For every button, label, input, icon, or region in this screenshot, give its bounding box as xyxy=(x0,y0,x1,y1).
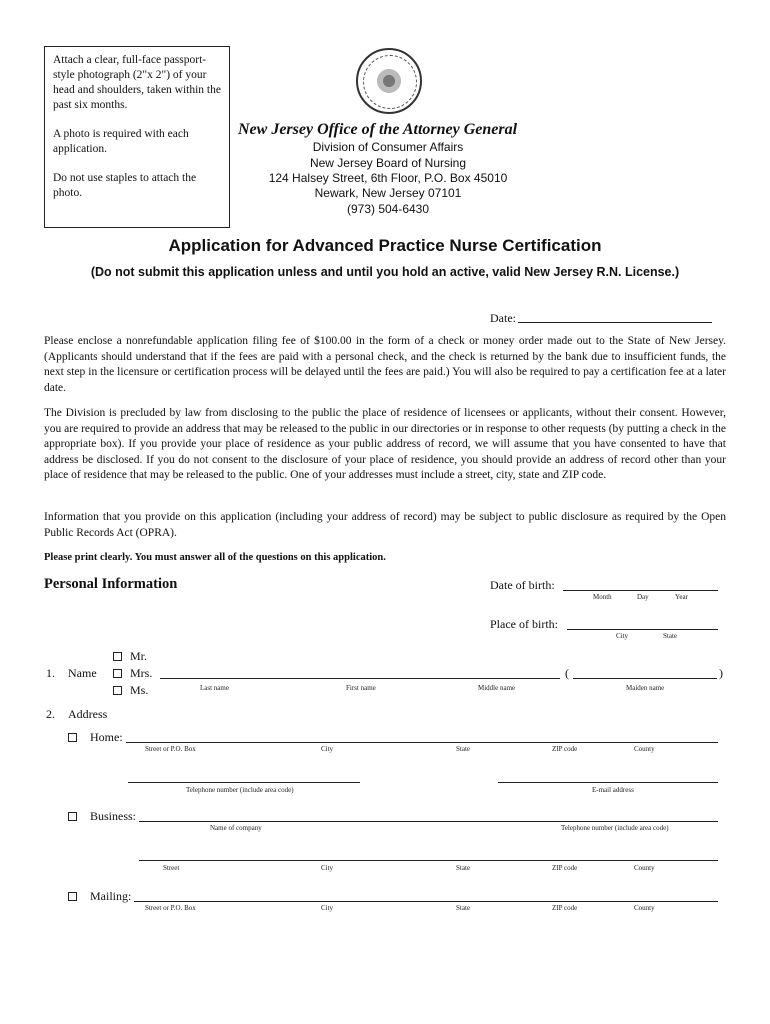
first-name-label: First name xyxy=(346,684,376,692)
pob-city-label: City xyxy=(616,632,629,640)
mailing-county-label: County xyxy=(634,904,655,912)
street-address: 124 Halsey Street, 6th Floor, P.O. Box 45010 xyxy=(268,171,508,185)
business-county-label: County xyxy=(634,864,655,872)
name-label: Name xyxy=(68,666,97,680)
business-name-field[interactable] xyxy=(139,821,718,822)
mailing-city-label: City xyxy=(321,904,334,912)
mrs-label: Mrs. xyxy=(130,666,153,680)
dob-year-label: Year xyxy=(675,593,688,601)
email-label: E-mail address xyxy=(592,786,634,794)
business-phone-label: Telephone number (include area code) xyxy=(561,824,669,832)
business-zip-label: ZIP code xyxy=(552,864,578,872)
company-name-label: Name of company xyxy=(210,824,262,832)
pob-field[interactable] xyxy=(567,629,718,630)
pob-label: Place of birth: xyxy=(490,617,558,631)
state-seal-icon xyxy=(356,48,422,114)
business-label: Business: xyxy=(90,809,137,823)
paren-close: ) xyxy=(719,666,723,680)
maiden-name-label: Maiden name xyxy=(626,684,665,692)
address-label: Address xyxy=(68,707,108,721)
phone-number: (973) 504-6430 xyxy=(346,202,430,216)
business-checkbox[interactable] xyxy=(68,812,77,821)
dob-label: Date of birth: xyxy=(490,578,555,592)
mr-label: Mr. xyxy=(130,649,148,663)
personal-info-heading: Personal Information xyxy=(44,576,178,592)
business-city-label: City xyxy=(321,864,334,872)
mailing-checkbox[interactable] xyxy=(68,892,77,901)
photo-instruction-1: Attach a clear, full-face passport-style photograph (2"x 2") of your head and shoulders, taken within the past six months. xyxy=(53,54,221,111)
home-label: Home: xyxy=(90,730,123,744)
paren-open: ( xyxy=(565,666,569,680)
mr-checkbox[interactable] xyxy=(113,652,122,661)
date-label: Date: xyxy=(490,311,516,325)
business-street-label: Street xyxy=(163,864,180,872)
photo-instruction-2: A photo is required with each application. xyxy=(53,128,189,155)
dob-day-label: Day xyxy=(637,593,649,601)
middle-name-label: Middle name xyxy=(478,684,516,692)
dob-field[interactable] xyxy=(563,590,718,591)
pob-state-label: State xyxy=(663,632,677,640)
mailing-zip-label: ZIP code xyxy=(552,904,578,912)
maiden-name-field[interactable] xyxy=(573,678,717,679)
mailing-address-field[interactable] xyxy=(134,901,718,902)
home-zip-label: ZIP code xyxy=(552,745,578,753)
home-state-label: State xyxy=(456,745,470,753)
business-address-field[interactable] xyxy=(139,860,718,861)
opra-paragraph: Information that you provide on this application (including your address of record) may be subject to public disclosure as required by the Open Public Records Act (OPRA). xyxy=(44,511,726,539)
last-name-label: Last name xyxy=(200,684,229,692)
home-checkbox[interactable] xyxy=(68,733,77,742)
mailing-label: Mailing: xyxy=(90,889,132,903)
form-subtitle: (Do not submit this application unless and until you hold an active, valid New Jersey R.N. License.) xyxy=(90,265,680,279)
home-street-label: Street or P.O. Box xyxy=(145,745,196,753)
mailing-state-label: State xyxy=(456,904,470,912)
address-number: 2. xyxy=(46,707,55,721)
home-county-label: County xyxy=(634,745,655,753)
fee-paragraph: Please enclose a nonrefundable application filing fee of $100.00 in the form of a check or money order made out to the State of New Jersey. (Applicants should understand that if the fees are paid with a personal check, and the check is returned by the bank due to insufficient funds, the next step in the licensure or certification process will be delayed until the fees are paid.) You will also be required to pay a certification fee at a later date. xyxy=(44,335,726,394)
form-title: Application for Advanced Practice Nurse Certification xyxy=(168,236,602,255)
email-field[interactable] xyxy=(498,782,718,783)
home-city-label: City xyxy=(321,745,334,753)
name-field[interactable] xyxy=(160,678,560,679)
division-name: Division of Consumer Affairs xyxy=(312,140,464,154)
print-instruction: Please print clearly. You must answer all of the questions on this application. xyxy=(44,552,386,563)
date-field[interactable] xyxy=(518,322,712,323)
home-phone-label: Telephone number (include area code) xyxy=(186,786,294,794)
privacy-paragraph: The Division is precluded by law from disclosing to the public the place of residence of licensees or applicants, without their consent. However, you are required to provide an address that may be released to the public in our directories or in response to other requests (by putting a check in the appropriate box). If you provide your place of residence as your public address of record, we will assume that you have consented to have that address be disclosed. If you do not consent to the disclosure of your place of residence, you should provide an address of record other than your place of residence that may be released to the public. One of your addresses must include a street, city, state and ZIP code. xyxy=(44,407,726,481)
photo-instruction-3: Do not use staples to attach the photo. xyxy=(53,172,197,199)
agency-name: New Jersey Office of the Attorney General xyxy=(238,121,518,138)
ms-label: Ms. xyxy=(130,683,149,697)
photo-instructions-box xyxy=(44,46,230,228)
city-address: Newark, New Jersey 07101 xyxy=(314,186,462,200)
business-state-label: State xyxy=(456,864,470,872)
mailing-street-label: Street or P.O. Box xyxy=(145,904,196,912)
board-name: New Jersey Board of Nursing xyxy=(309,156,467,170)
mrs-checkbox[interactable] xyxy=(113,669,122,678)
home-phone-field[interactable] xyxy=(128,782,360,783)
name-number: 1. xyxy=(46,666,55,680)
home-address-field[interactable] xyxy=(126,742,718,743)
dob-month-label: Month xyxy=(593,593,612,601)
ms-checkbox[interactable] xyxy=(113,686,122,695)
